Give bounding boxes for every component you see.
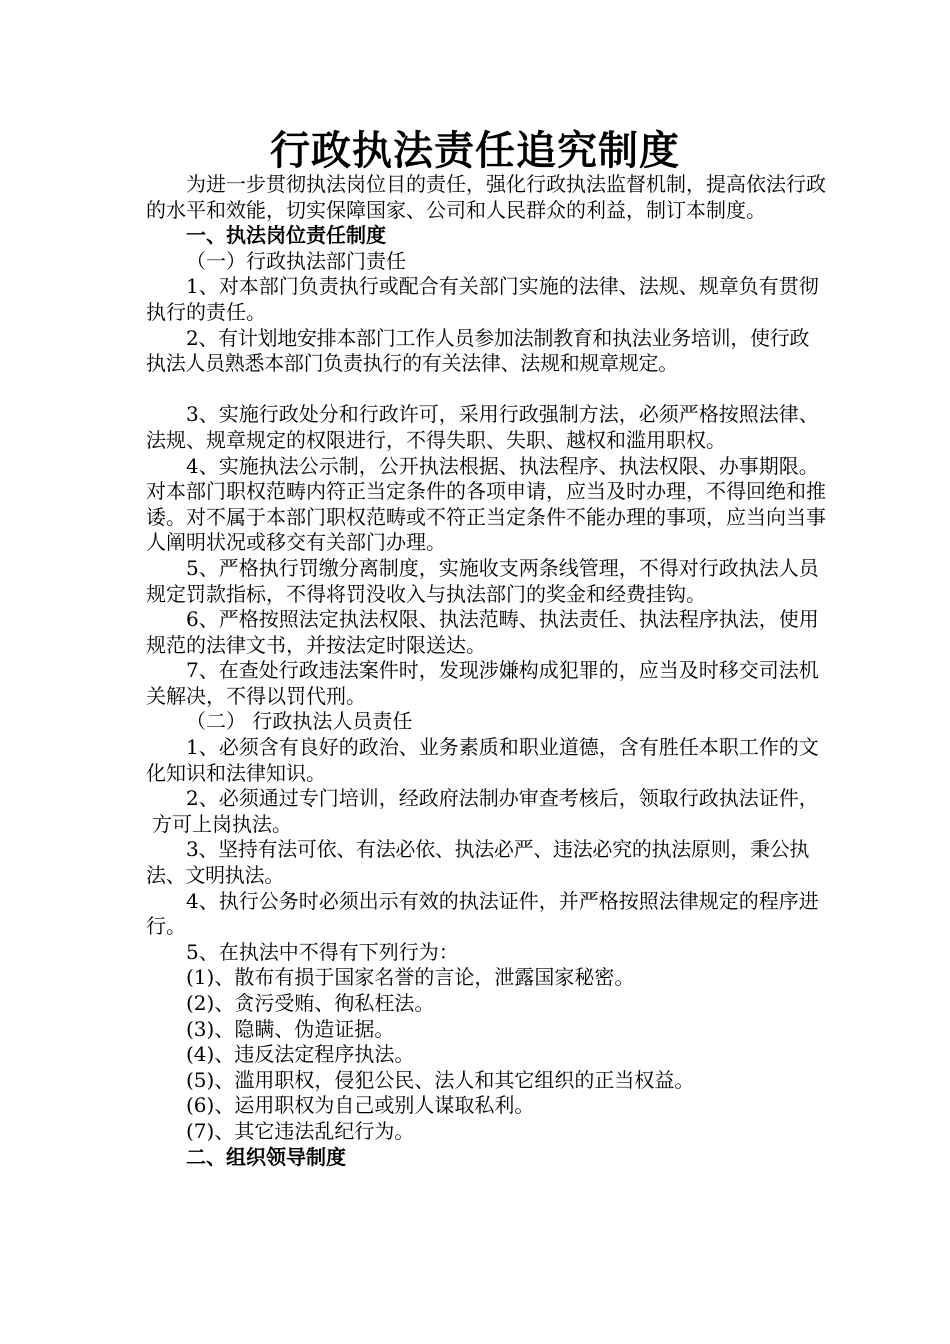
- staff-item-5: 5、在执法中不得有下列行为：: [186, 939, 459, 964]
- intro-paragraph: 为进一步贯彻执法岗位目的责任，强化行政执法监督机制，提高依法行政的水平和效能，切实保障国家、公司和人民群众的利益，制订本制度。: [146, 172, 826, 222]
- document-title: 行政执法责任追究制度: [270, 127, 680, 174]
- dept-item-3: 3、实施行政处分和行政许可，采用行政强制方法，必须严格按照法律、法规、规章规定的权限进行，不得失职、失职、越权和滥用职权。: [146, 402, 819, 452]
- document-body: [146, 172, 826, 1170]
- dept-item-6: 6、严格按照法定执法权限、执法范畴、执法责任、执法程序执法，使用规范的法律文书，并按法定时限送达。: [146, 607, 819, 657]
- dept-item-5: 5、严格执行罚缴分离制度，实施收支两条线管理，不得对行政执法人员规定罚款指标，不得将罚没收入与执法部门的奖金和经费挂钩。: [146, 555, 819, 606]
- prohibited-item-2: (2)、贪污受贿、徇私枉法。: [186, 991, 435, 1015]
- section-1-heading: 一、执法岗位责任制度: [186, 223, 386, 248]
- prohibited-item-3: (3)、隐瞒、伪造证据。: [186, 1016, 395, 1041]
- prohibited-item-6: (6)、运用职权为自己或别人谋取私利。: [186, 1093, 535, 1118]
- staff-item-4: 4、执行公务时必须出示有效的执法证件，并严格按照法律规定的程序进行。: [146, 888, 819, 939]
- prohibited-item-4: (4)、违反法定程序执法。: [186, 1042, 415, 1067]
- prohibited-item-1: (1)、散布有损于国家名誉的言论，泄露国家秘密。: [186, 965, 635, 990]
- staff-item-2: 2、必须通过专门培训，经政府法制办审查考核后，领取行政执法证件，方可上岗执法。: [152, 786, 819, 836]
- dept-item-1: 1、对本部门负责执行或配合有关部门实施的法律、法规、规章负有贯彻执行的责任。: [146, 274, 819, 324]
- dept-item-4: 4、实施执法公示制，公开执法根据、执法程序、执法权限、办事期限。对本部门职权范畴内符正当定条件的各项申请，应当及时办理，不得回绝和推诿。对不属于本部门职权范畴或不符正当定条件不能办理的事项，应当向当事人阐明状况或移交有关部门办理。: [146, 453, 826, 555]
- prohibited-item-7: (7)、其它违法乱纪行为。: [186, 1118, 415, 1143]
- dept-item-7: 7、在查处行政违法案件时，发现涉嫌构成犯罪的，应当及时移交司法机关解决，不得以罚代刑。: [146, 658, 819, 708]
- subsection-2-heading: （二） 行政执法人员责任: [186, 709, 413, 734]
- prohibited-item-5: (5)、滥用职权，侵犯公民、法人和其它组织的正当权益。: [186, 1067, 695, 1092]
- subsection-1-heading: （一）行政执法部门责任: [186, 248, 406, 273]
- dept-item-2: 2、有计划地安排本部门工作人员参加法制教育和执法业务培训，使行政执法人员熟悉本部门负责执行的有关法律、法规和规章规定。: [146, 325, 810, 376]
- staff-item-1: 1、必须含有良好的政治、业务素质和职业道德，含有胜任本职工作的文化知识和法律知识。: [146, 735, 819, 785]
- section-2-heading: 二、组织领导制度: [186, 1144, 346, 1169]
- staff-item-3: 3、坚持有法可依、有法必依、执法必严、违法必究的执法原则，秉公执法、文明执法。: [146, 837, 810, 888]
